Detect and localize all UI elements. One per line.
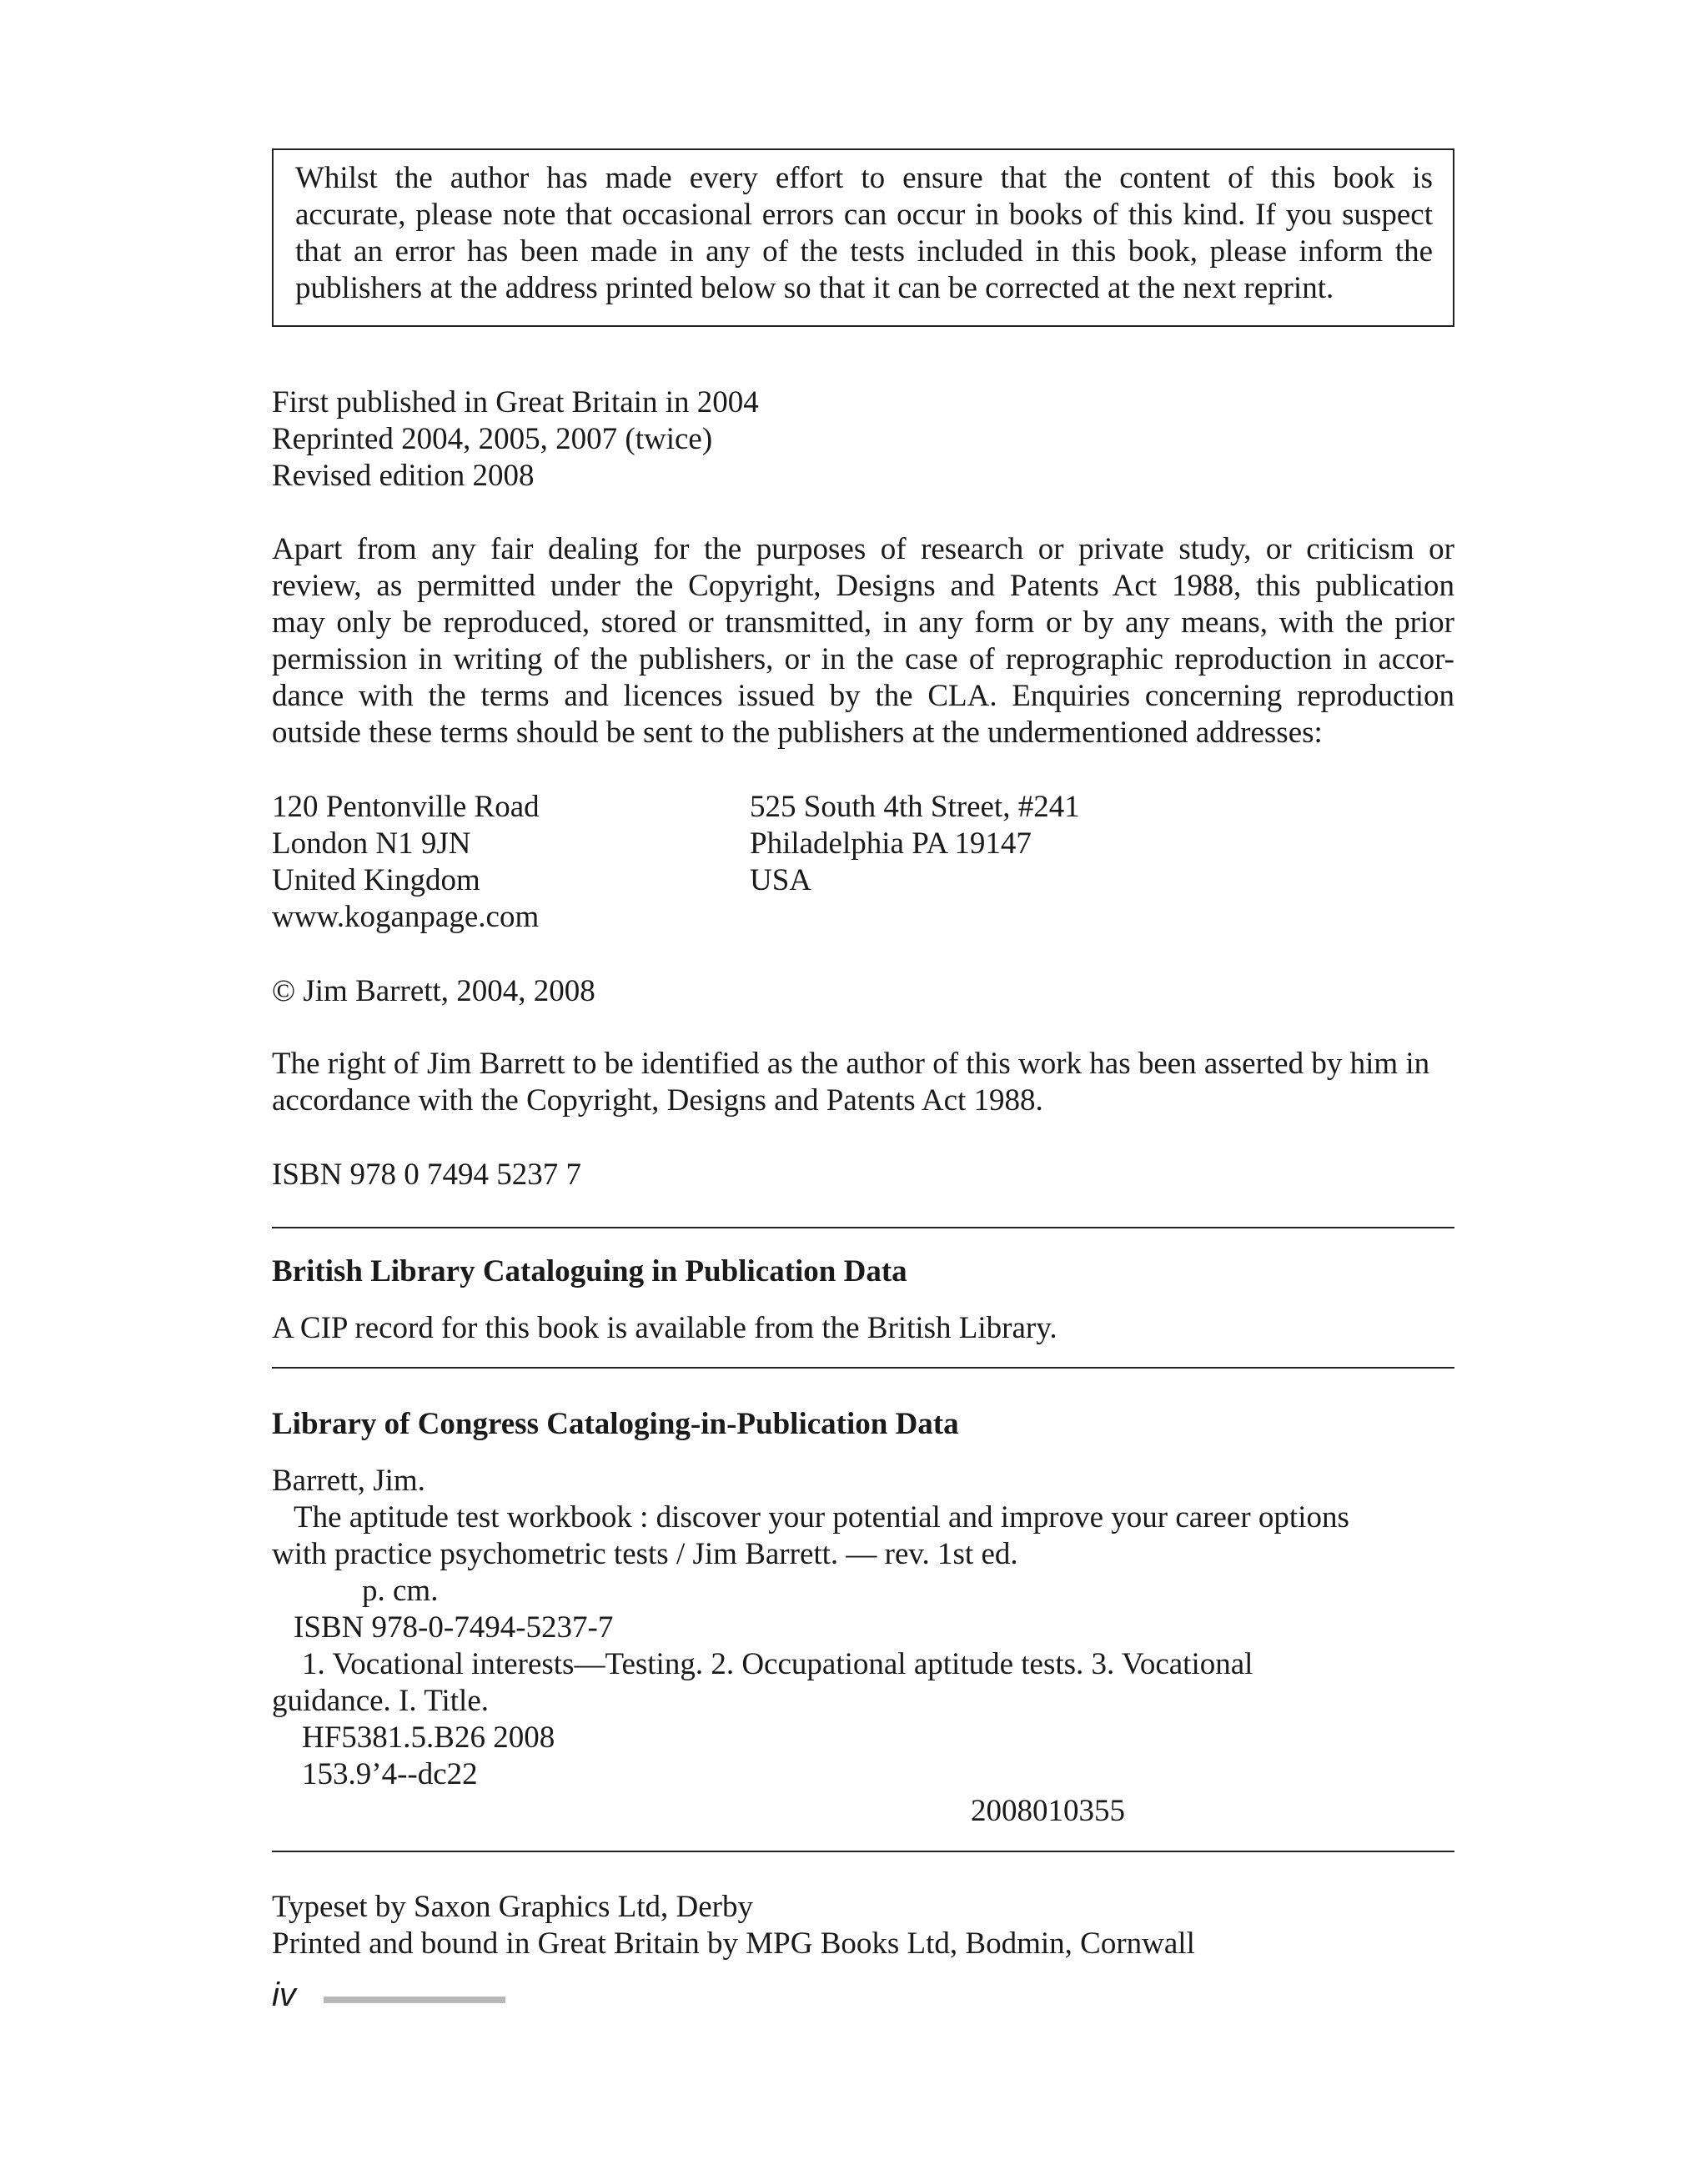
moral-rights-line: The right of Jim Barrett to be identified as the author of this work has been asserted by him in [272,1047,1430,1081]
history-line: First published in Great Britain in 2004 [272,385,759,419]
loc-subjects: 1. Vocational interests—Testing. 2. Occupational aptitude tests. 3. Vocational [302,1647,1253,1681]
copyright-notice-line: review, as permitted under the Copyright, Designs and Patents Act 1988, this publication [272,569,1454,603]
moral-rights-line: accordance with the Copyright, Designs and Patents Act 1988. [272,1083,1043,1118]
divider [272,1851,1454,1852]
address-line: Philadelphia PA 19147 [750,826,1032,861]
notice-line: accurate, please note that occasional errors can occur in books of this kind. If you suspect [295,198,1433,232]
history-line: Reprinted 2004, 2005, 2007 (twice) [272,422,713,456]
loc-dewey: 153.9’4--dc22 [302,1757,478,1791]
page-number: iv [272,1977,296,2013]
publisher-website: www.koganpage.com [272,900,540,934]
address-uk [272,789,540,936]
loc-title: The aptitude test workbook : discover your potential and improve your career options [294,1500,1349,1535]
loc-control-number: 2008010355 [971,1794,1125,1828]
address-line: London N1 9JN [272,826,471,861]
history-line: Revised edition 2008 [272,459,535,493]
copyright-notice-line: may only be reproduced, stored or transmitted, in any form or by any means, with the prior [272,605,1454,640]
copyright-notice [272,531,1454,751]
notice-line: Whilst the author has made every effort to ensure that the content of this book is [295,161,1433,195]
british-library-text: A CIP record for this book is available from the British Library. [272,1311,1057,1345]
copyright-notice-line: outside these terms should be sent to the publishers at the undermentioned addresses: [272,716,1323,750]
errata-notice-box [272,148,1454,327]
divider [272,1367,1454,1369]
copyright-notice-line: permission in writing of the publishers, or in the case of reprographic reproduction in accor- [272,642,1454,676]
loc-record [272,1463,1454,1830]
moral-rights-statement [272,1046,1454,1119]
isbn-line: ISBN 978 0 7494 5237 7 [272,1158,582,1192]
copyright-notice-line: dance with the terms and licences issued by the CLA. Enquiries concerning reproduction [272,679,1454,713]
notice-line: publishers at the address printed below so that it can be corrected at the next reprint. [295,271,1334,305]
loc-physical: p. cm. [362,1574,439,1608]
page-number-bar [324,1997,505,2003]
address-us [750,789,1080,899]
printer-line: Printed and bound in Great Britain by MPG Books Ltd, Bodmin, Cornwall [272,1926,1195,1961]
loc-title-cont: with practice psychometric tests / Jim Barrett. — rev. 1st ed. [272,1537,1018,1571]
publication-history [272,384,1454,495]
loc-isbn: ISBN 978-0-7494-5237-7 [294,1610,614,1645]
address-line: 525 South 4th Street, #241 [750,790,1080,824]
publisher-addresses [272,789,1454,939]
loc-subjects-cont: guidance. I. Title. [272,1684,490,1718]
loc-author: Barrett, Jim. [272,1464,425,1498]
divider [272,1227,1454,1228]
production-credits [272,1889,1454,1962]
notice-line: that an error has been made in any of the tests included in this book, please inform the [295,234,1433,269]
loc-heading: Library of Congress Cataloging-in-Publication Data [272,1407,959,1441]
copyright-line: © Jim Barrett, 2004, 2008 [272,974,595,1008]
address-line: 120 Pentonville Road [272,790,540,824]
address-line: USA [750,863,812,897]
british-library-heading: British Library Cataloguing in Publication Data [272,1254,907,1288]
loc-lc-class: HF5381.5.B26 2008 [302,1720,555,1755]
typeset-line: Typeset by Saxon Graphics Ltd, Derby [272,1890,753,1924]
copyright-notice-line: Apart from any fair dealing for the purposes of research or private study, or criticism or [272,532,1454,566]
address-line: United Kingdom [272,863,480,897]
